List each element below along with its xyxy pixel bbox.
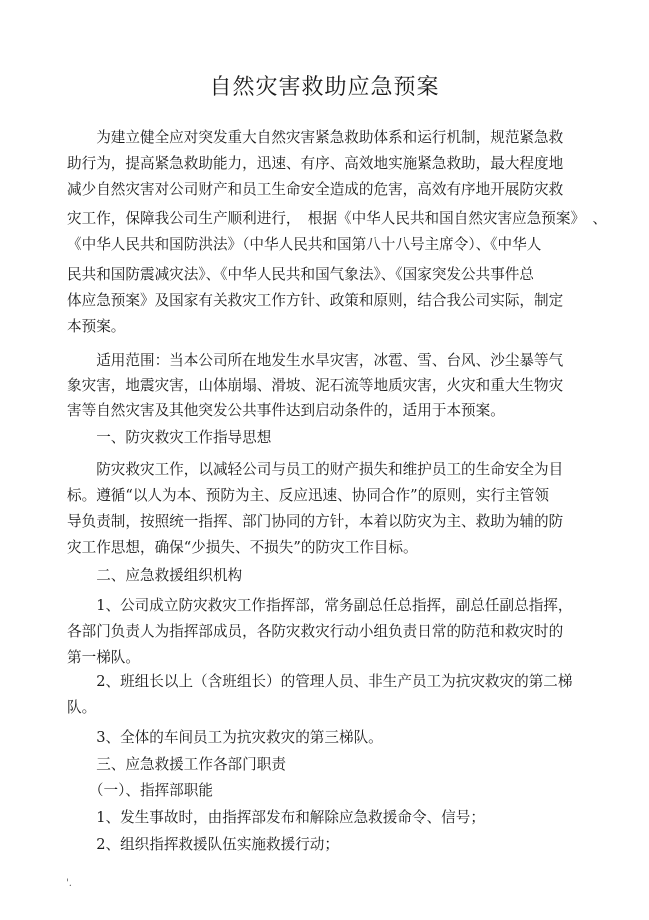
- body-line: 灾工作，保障我公司生产顺利进行， 根据《中华人民共和国自然灾害应急预案》 、: [67, 210, 607, 227]
- body-line: 2、组织指挥救援队伍实施救援行动；: [67, 836, 339, 853]
- body-line: 本预案。: [67, 318, 126, 335]
- body-line: 各部门负责人为指挥部成员，各防灾救灾行动小组负责日常的防范和救灾时的: [67, 623, 564, 640]
- body-line: 1、公司成立防灾救灾工作指挥部，常务副总任总指挥，副总任副总指挥，: [67, 597, 573, 614]
- document-title: 自然灾害救助应急预案: [209, 75, 440, 100]
- body-line: 民共和国防震减灾法》、《中华人民共和国气象法》、《国家突发公共事件总: [67, 266, 534, 283]
- body-line: 2、班组长以上（含班组长）的管理人员、非生产员工为抗灾救灾的第二梯: [67, 673, 573, 690]
- subsection-heading: （一）、指挥部职能: [67, 782, 213, 799]
- body-line: 灾工作思想，确保“少损失、不损失”的防灾工作目标。: [67, 539, 418, 556]
- body-line: 队。: [67, 699, 97, 716]
- footer-mark: '.: [66, 878, 72, 889]
- body-line: 适用范围：当本公司所在地发生水旱灾害，冰雹、雪、台风、沙尘暴等气: [67, 352, 564, 369]
- body-line: 体应急预案》及国家有关救灾工作方针、政策和原则，结合我公司实际，制定: [67, 292, 564, 309]
- body-line: 标。遵循“以人为本、预防为主、反应迅速、协同合作”的原则，实行主管领: [67, 487, 549, 504]
- body-line: 害等自然灾害及其他突发公共事件达到启动条件的，适用于本预案。: [67, 402, 505, 419]
- body-line: 第一梯队。: [67, 649, 140, 666]
- body-line: 导负责制，按照统一指挥、部门协同的方针，本着以防灾为主、救助为辅的防: [67, 513, 564, 530]
- section-heading: 二、应急救援组织机构: [67, 567, 243, 584]
- body-line: 1、发生事故时，由指挥部发布和解除应急救援命令、信号；: [67, 809, 485, 826]
- body-line: 为建立健全应对突发重大自然灾害紧急救助体系和运行机制，规范紧急救: [67, 129, 564, 146]
- body-line: 助行为，提高紧急救助能力，迅速、有序、高效地实施紧急救助，最大程度地: [67, 155, 564, 172]
- body-line: 象灾害，地震灾害，山体崩塌、滑坡、泥石流等地质灾害，火灾和重大生物灾: [67, 377, 564, 394]
- body-line: 3、全体的车间员工为抗灾救灾的第三梯队。: [67, 729, 383, 746]
- body-line: 防灾救灾工作，以减轻公司与员工的财产损失和维护员工的生命安全为目: [67, 461, 564, 478]
- section-heading: 三、应急救援工作各部门职责: [67, 756, 286, 773]
- body-line: 《中华人民共和国防洪法》（中华人民共和国第八十八号主席令）、《中华人: [67, 236, 542, 253]
- section-heading: 一、防灾救灾工作指导思想: [67, 429, 272, 446]
- body-line: 减少自然灾害对公司财产和员工生命安全造成的危害，高效有序地开展防灾救: [67, 181, 564, 198]
